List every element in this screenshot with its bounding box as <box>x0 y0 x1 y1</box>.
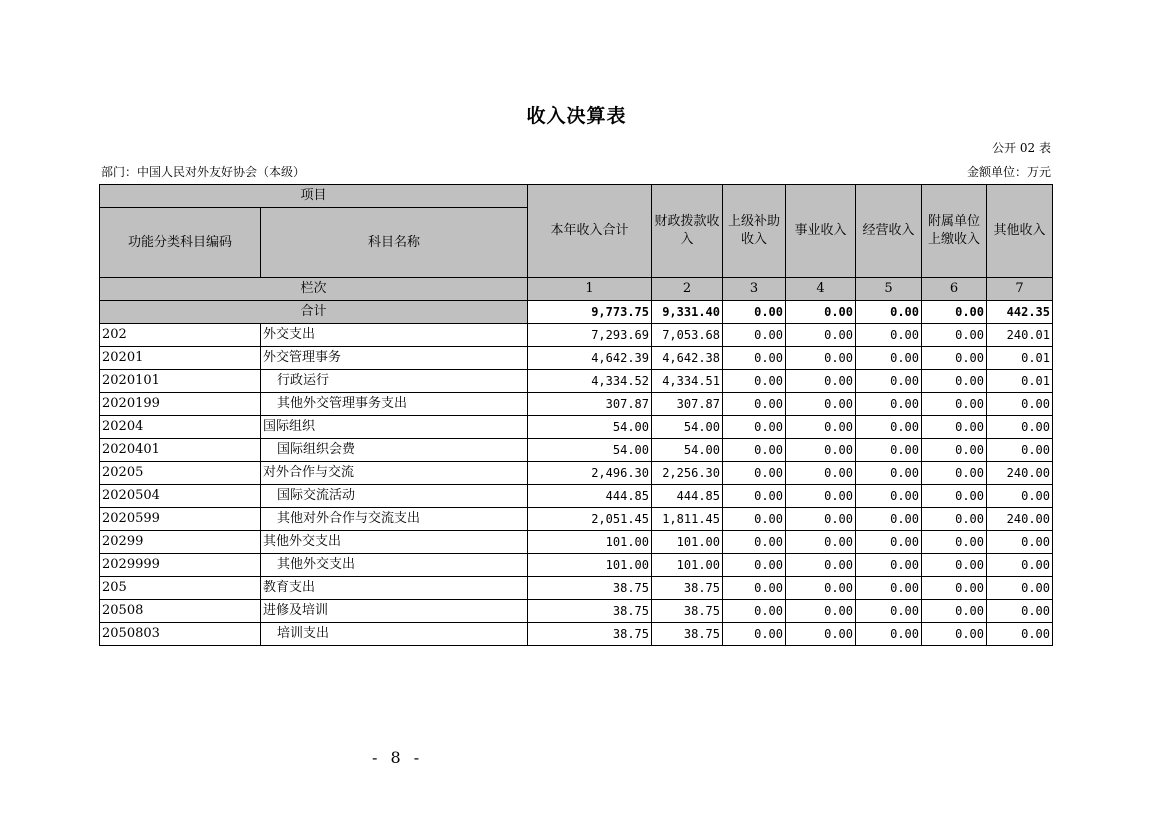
row-value: 0.00 <box>987 623 1053 646</box>
row-name: 其他外交支出 <box>261 531 528 554</box>
col-number: 2 <box>652 278 723 301</box>
row-code: 20201 <box>100 347 261 370</box>
row-value: 38.75 <box>652 600 723 623</box>
row-name: 国际组织会费 <box>261 439 528 462</box>
row-name: 其他外交管理事务支出 <box>261 393 528 416</box>
row-name: 外交管理事务 <box>261 347 528 370</box>
table-row <box>100 508 1053 531</box>
row-name: 其他外交支出 <box>261 554 528 577</box>
header-col1: 本年收入合计 <box>528 185 652 278</box>
row-code: 205 <box>100 577 261 600</box>
row-value: 444.85 <box>652 485 723 508</box>
row-code: 2029999 <box>100 554 261 577</box>
row-value: 0.01 <box>987 347 1053 370</box>
table-row <box>100 554 1053 577</box>
row-value: 0.00 <box>723 393 786 416</box>
col-number: 6 <box>922 278 987 301</box>
table-row <box>100 324 1053 347</box>
row-name: 国际交流活动 <box>261 485 528 508</box>
row-value: 240.01 <box>987 324 1053 347</box>
row-value: 0.00 <box>856 416 922 439</box>
row-value: 101.00 <box>528 531 652 554</box>
row-value: 0.00 <box>922 485 987 508</box>
row-value: 0.00 <box>786 577 856 600</box>
row-value: 0.00 <box>922 324 987 347</box>
row-value: 54.00 <box>528 416 652 439</box>
row-name: 外交支出 <box>261 324 528 347</box>
row-code: 20299 <box>100 531 261 554</box>
table-row <box>100 577 1053 600</box>
row-value: 0.00 <box>723 554 786 577</box>
row-value: 0.00 <box>786 370 856 393</box>
row-value: 0.00 <box>856 393 922 416</box>
row-value: 0.00 <box>723 485 786 508</box>
total-value: 9,331.40 <box>652 301 723 324</box>
table-row <box>100 600 1053 623</box>
row-value: 0.00 <box>723 439 786 462</box>
row-value: 38.75 <box>528 623 652 646</box>
row-value: 0.00 <box>987 439 1053 462</box>
row-value: 240.00 <box>987 508 1053 531</box>
row-value: 0.00 <box>723 370 786 393</box>
row-value: 0.00 <box>786 508 856 531</box>
row-value: 0.00 <box>786 347 856 370</box>
col-number: 3 <box>723 278 786 301</box>
table-row <box>100 623 1053 646</box>
row-value: 0.00 <box>987 577 1053 600</box>
row-value: 0.00 <box>987 485 1053 508</box>
table-row <box>100 485 1053 508</box>
page-number: - 8 - <box>372 748 424 767</box>
col-number: 7 <box>987 278 1053 301</box>
row-value: 0.00 <box>786 393 856 416</box>
row-value: 0.00 <box>856 324 922 347</box>
row-name: 进修及培训 <box>261 600 528 623</box>
row-value: 0.00 <box>786 439 856 462</box>
table-row <box>100 370 1053 393</box>
row-value: 101.00 <box>528 554 652 577</box>
income-table <box>99 184 1053 646</box>
row-value: 0.00 <box>786 531 856 554</box>
row-value: 4,642.39 <box>528 347 652 370</box>
row-value: 0.00 <box>786 623 856 646</box>
row-value: 38.75 <box>528 600 652 623</box>
row-value: 0.00 <box>856 577 922 600</box>
row-value: 0.00 <box>723 531 786 554</box>
header-row-label: 栏次 <box>100 278 528 301</box>
row-code: 2020599 <box>100 508 261 531</box>
row-value: 0.00 <box>856 600 922 623</box>
table-row <box>100 416 1053 439</box>
row-value: 0.00 <box>723 347 786 370</box>
page-title: 收入决算表 <box>526 105 627 127</box>
row-code: 2020101 <box>100 370 261 393</box>
row-value: 0.00 <box>856 439 922 462</box>
row-value: 444.85 <box>528 485 652 508</box>
header-name: 科目名称 <box>261 208 528 278</box>
row-value: 0.00 <box>922 462 987 485</box>
header-code: 功能分类科目编码 <box>100 208 261 278</box>
row-value: 0.00 <box>723 324 786 347</box>
total-value: 0.00 <box>922 301 987 324</box>
total-value: 442.35 <box>987 301 1053 324</box>
row-value: 1,811.45 <box>652 508 723 531</box>
unit-label: 金额单位：万元 <box>966 165 1051 179</box>
row-value: 101.00 <box>652 554 723 577</box>
row-value: 7,293.69 <box>528 324 652 347</box>
row-name: 行政运行 <box>261 370 528 393</box>
row-value: 0.00 <box>786 600 856 623</box>
row-value: 307.87 <box>528 393 652 416</box>
row-name: 培训支出 <box>261 623 528 646</box>
row-value: 0.00 <box>922 370 987 393</box>
row-value: 101.00 <box>652 531 723 554</box>
total-value: 9,773.75 <box>528 301 652 324</box>
row-value: 54.00 <box>528 439 652 462</box>
department-label: 部门：中国人民对外友好协会（本级） <box>101 165 306 179</box>
header-col7: 其他收入 <box>987 185 1053 278</box>
row-value: 4,642.38 <box>652 347 723 370</box>
row-value: 0.00 <box>856 370 922 393</box>
row-value: 0.00 <box>723 462 786 485</box>
row-code: 20205 <box>100 462 261 485</box>
row-value: 0.00 <box>786 462 856 485</box>
col-number: 5 <box>856 278 922 301</box>
row-value: 0.00 <box>922 577 987 600</box>
row-code: 2020504 <box>100 485 261 508</box>
row-value: 7,053.68 <box>652 324 723 347</box>
row-value: 0.00 <box>856 462 922 485</box>
row-name: 教育支出 <box>261 577 528 600</box>
row-name: 国际组织 <box>261 416 528 439</box>
row-value: 0.00 <box>922 531 987 554</box>
row-value: 0.00 <box>922 439 987 462</box>
row-value: 0.00 <box>786 416 856 439</box>
row-value: 0.00 <box>723 577 786 600</box>
row-value: 307.87 <box>652 393 723 416</box>
table-row <box>100 393 1053 416</box>
row-value: 38.75 <box>652 623 723 646</box>
row-value: 0.00 <box>922 623 987 646</box>
row-value: 0.00 <box>723 623 786 646</box>
total-value: 0.00 <box>786 301 856 324</box>
total-value: 0.00 <box>856 301 922 324</box>
table-row <box>100 439 1053 462</box>
row-value: 0.00 <box>856 508 922 531</box>
header-col6: 附属单位上缴收入 <box>922 185 987 278</box>
row-code: 2050803 <box>100 623 261 646</box>
row-value: 0.00 <box>987 416 1053 439</box>
row-value: 0.00 <box>922 508 987 531</box>
row-code: 2020199 <box>100 393 261 416</box>
row-value: 0.00 <box>723 600 786 623</box>
col-number: 4 <box>786 278 856 301</box>
row-value: 0.00 <box>922 393 987 416</box>
row-name: 对外合作与交流 <box>261 462 528 485</box>
row-value: 0.00 <box>922 554 987 577</box>
row-code: 20204 <box>100 416 261 439</box>
total-value: 0.00 <box>723 301 786 324</box>
row-value: 54.00 <box>652 416 723 439</box>
total-row <box>100 301 1053 324</box>
row-value: 0.00 <box>922 600 987 623</box>
col-number: 1 <box>528 278 652 301</box>
table-row <box>100 531 1053 554</box>
row-value: 2,496.30 <box>528 462 652 485</box>
row-value: 0.00 <box>786 324 856 347</box>
row-value: 0.00 <box>786 554 856 577</box>
row-value: 0.00 <box>987 393 1053 416</box>
table-row <box>100 462 1053 485</box>
row-code: 20508 <box>100 600 261 623</box>
row-value: 38.75 <box>528 577 652 600</box>
row-value: 0.00 <box>856 531 922 554</box>
table-row <box>100 347 1053 370</box>
row-value: 0.00 <box>987 600 1053 623</box>
row-value: 0.00 <box>987 531 1053 554</box>
header-project: 项目 <box>100 185 528 208</box>
row-value: 0.00 <box>856 347 922 370</box>
row-value: 2,256.30 <box>652 462 723 485</box>
row-value: 0.00 <box>987 554 1053 577</box>
row-value: 0.00 <box>856 485 922 508</box>
row-value: 54.00 <box>652 439 723 462</box>
row-value: 0.00 <box>723 416 786 439</box>
row-value: 0.00 <box>922 416 987 439</box>
row-value: 4,334.52 <box>528 370 652 393</box>
header-col4: 事业收入 <box>786 185 856 278</box>
row-value: 0.00 <box>723 508 786 531</box>
row-value: 0.00 <box>922 347 987 370</box>
row-value: 0.00 <box>786 485 856 508</box>
header-col3: 上级补助收入 <box>723 185 786 278</box>
total-label: 合计 <box>100 301 528 324</box>
header-col2: 财政拨款收入 <box>652 185 723 278</box>
row-code: 202 <box>100 324 261 347</box>
row-value: 0.01 <box>987 370 1053 393</box>
row-value: 0.00 <box>856 554 922 577</box>
row-value: 0.00 <box>856 623 922 646</box>
table-code: 公开 02 表 <box>992 141 1051 155</box>
row-name: 其他对外合作与交流支出 <box>261 508 528 531</box>
row-code: 2020401 <box>100 439 261 462</box>
row-value: 2,051.45 <box>528 508 652 531</box>
header-col5: 经营收入 <box>856 185 922 278</box>
row-value: 4,334.51 <box>652 370 723 393</box>
row-value: 38.75 <box>652 577 723 600</box>
row-value: 240.00 <box>987 462 1053 485</box>
